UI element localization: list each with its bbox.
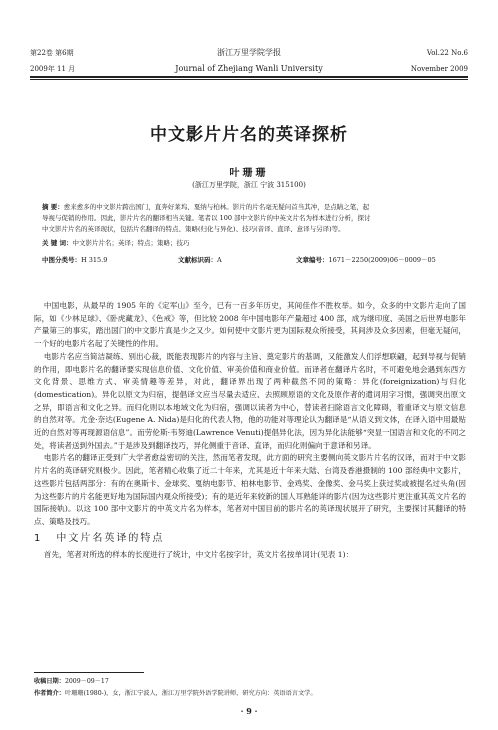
paper-title: 中文影片片名的英译探析 (150, 125, 348, 145)
date-en: November 2009 (410, 65, 468, 73)
section-title: 中文片名英译的特点 (56, 532, 165, 544)
received-date: 收稿日期：2009－09－17 (34, 678, 109, 685)
abstract-label: 摘 要： (42, 203, 64, 211)
journal-title-en: Journal of Zhejiang Wanli University (175, 64, 323, 73)
volume-en: Vol.22 No.6 (426, 49, 468, 57)
footnote-rule (34, 672, 144, 673)
page-number: · 9 · (240, 706, 258, 716)
header-rule-top (30, 76, 468, 78)
author-affiliation: (浙江万里学院，浙江 宁波 315100) (192, 181, 306, 189)
keywords-text: 中文影片片名；英译；特点；策略；技巧 (72, 239, 190, 247)
clc-number: 中图分类号：H 315.9 (42, 256, 108, 264)
author-name: 叶珊珊 (229, 168, 269, 179)
article-body (34, 300, 466, 562)
section-number: 1 (34, 532, 43, 544)
keywords-line (42, 238, 462, 249)
section-paragraph: 首先，笔者对所选的样本的长度进行了统计，中文片名按字计，英文片名按单词计(见表 1)： (43, 550, 354, 560)
volume-cn: 第22卷 第6期 (30, 49, 74, 57)
header-rule-bottom (30, 79, 468, 80)
author-bio: 作者简介：叶珊珊(1980-)，女，浙江宁波人，浙江万里学院外语学院讲师，研究方向：英语语言文学。 (34, 690, 317, 697)
keywords-label: 关 键 词： (42, 239, 73, 247)
journal-title-cn: 浙江万里学院学报 (217, 48, 281, 57)
date-cn: 2009年 11 月 (30, 65, 76, 73)
abstract-line-1: 摘 要：愈来愈多的中文影片跨出国门，直奔好莱坞、戛纳与柏林。影片的片名毫无疑问首当其冲，是点睛之笔，起 (42, 203, 370, 211)
abstract-line-3: 中文影片片名的英译现状，包括片名翻译的特点、策略(归化与异化)、技巧(音译、直译、意译与另译)等。 (42, 225, 345, 233)
body-paragraph-2: 电影片名应当简洁凝练、别出心裁，既能表现影片的内容与主旨、奠定影片的基调，又能激发人们浮想联翩，起到导视与促销的作用，即电影片名的翻译要实现信息价值、文化价值、审美价值和商业价值。而译者在翻译片名时，不可避免地会遇到东西方文化背景、思维方式、审美情趣等差异，对此，翻译界出现了两种截然不同的策略：异化(foreignization)与归化(domestication)。异化以原文为归宿，提倡译文应当尽量去适应、去照顾原语的文化及原作者的遣词用字习惯，强调突出原文之异，即语言和文化之异。而归化则以本地域文化为归宿，强调以读者为中心，替读者扫除语言文化障碍，着重译文与原文信息的自然对等。尤金·奈达(Eugene A. Nida)是归化的代表人物，他的功能对等理论认为翻译是“从语义到文体，在译入语中用最贴近的自然对等再现源语信息”。而劳伦斯·韦努迪(Lawrence Venuti)提倡异化法，因为异化法能够“突显一国语言和文化的不同之处，将读者送到外国去。”于是涉及到翻译技巧，异化侧重于音译、直译，而归化则偏向于意译和另译。 (34, 351, 466, 450)
document-code: 文献标识码：A (178, 256, 222, 264)
abstract-line-2: 导视与促销的作用。因此，影片片名的翻译相当关键。笔者以 100 部中文影片的中英文片名为样本进行分析，探讨 (42, 214, 371, 222)
body-paragraph-3: 电影片名的翻译正受到广大学者愈益密切的关注，然而笔者发现，此方面的研究主要侧向英文影片片名的汉译，而对于中文影片片名的英译研究则极少。因此，笔者精心收集了近二十年来，尤其是近十年来大陆、台湾及香港摄制的 100 部经典中文影片，这些影片包括两部分：有的在奥斯卡、金球奖、戛纳电影节、柏林电影节、金鸡奖、金像奖、金马奖上获过奖或被提名过头角(因为这些影片的片名能更好地为国际国内观众所接受)；有的是近年来较新的国人耳熟能详的影片(因为这些影片更注重其英文片名的国际接轨)。以这 100 部中文影片的中英文片名为样本，笔者对中国目前的影片名的英译现状展开了研究，主要探讨其翻译的特点、策略及技巧。 (34, 453, 466, 526)
section-heading (34, 533, 466, 546)
article-id: 文章编号：1671－2250(2009)06－0009－05 (296, 256, 436, 264)
body-paragraph-1: 中国电影，从最早的 1905 年的《定军山》至今，已有一百多年历史，其间佳作不胜枚举。如今，众多的中文影片走向了国际，如《少林足球》、《卧虎藏龙》、《色戒》等，但比较 2008 年中国电影年产量超过 400 部，成为继印度、美国之后世界电影年产量第三的事实，踏出国门的中文影片真是少之又少。如何使中文影片更为国际观众所接受，其间涉及众多因素，但毫无疑问，一个好的电影片名起了关键性的作用。 (34, 301, 466, 349)
